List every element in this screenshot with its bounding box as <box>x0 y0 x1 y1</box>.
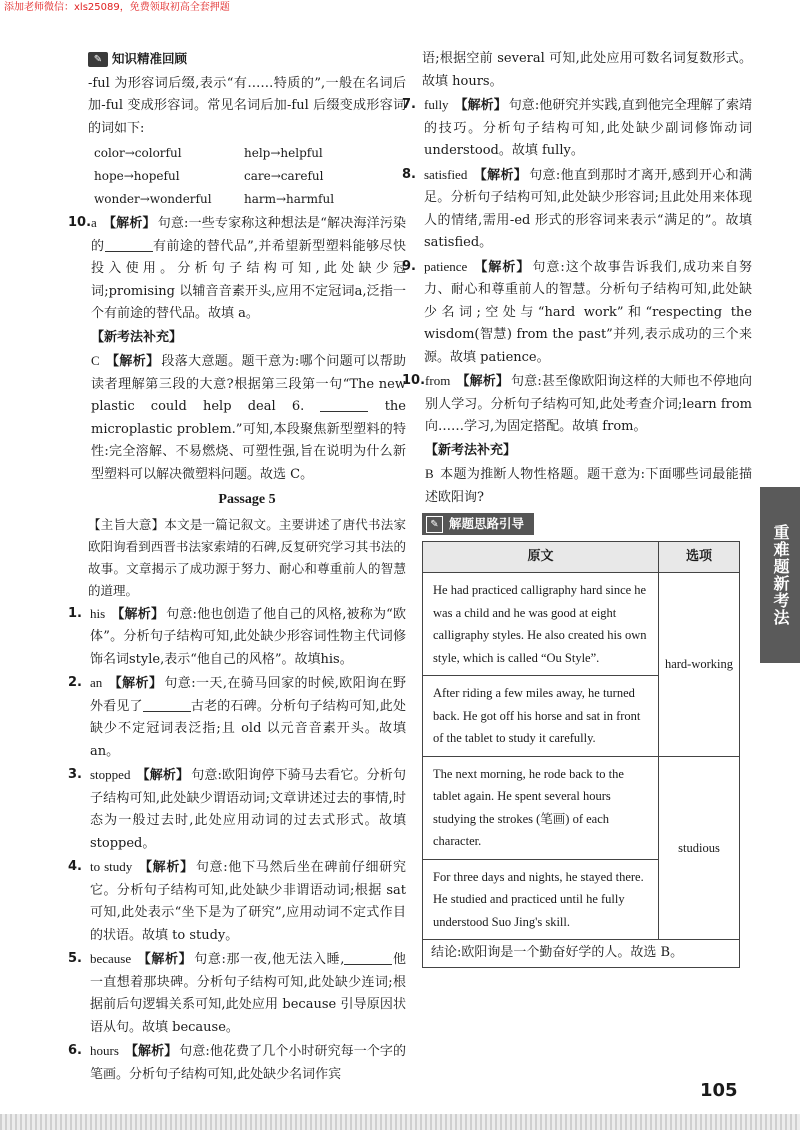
analysis-tag: 【解析】 <box>454 98 507 113</box>
analysis-tag: 【解析】 <box>102 216 156 231</box>
answer: fully <box>424 97 449 112</box>
answer: from <box>425 373 451 388</box>
watermark-text: 添加老师微信：xls25089，免费领取初高全套押题 <box>4 2 230 13</box>
new-test-body <box>91 350 406 486</box>
answer: patience <box>424 258 468 274</box>
solution-guide-heading <box>422 513 534 535</box>
item-number: 7. <box>402 97 416 112</box>
analysis-text: 他一直想着那块碑。分析句子结构可知,此处缺少连词;根据前后句逻辑关系可知,此处应用 because 引导原因状语从句。故填 because。 <box>90 952 406 1035</box>
answer: B <box>425 466 434 481</box>
analysis-text: 有前途的替代品”,并希望新型塑料能够尽快投入使用。分析句子结构可知,此处缺少冠词;promising 以辅音音素开头,应用不定冠词a,泛指一个有前途的替代品。故填 a。 <box>91 238 406 321</box>
new-test-body <box>425 463 752 509</box>
blank-line <box>143 697 191 712</box>
analysis-tag: 【解析】 <box>473 167 528 183</box>
answer-item-10 <box>68 212 406 486</box>
item-number: 1. <box>68 605 82 621</box>
column-header-option: 选项 <box>659 542 740 573</box>
analysis-text: 句意:一些专家称这种想法是“解决海洋污染的 <box>91 216 406 254</box>
knowledge-intro: -ful 为形容词后缀,表示“有……特质的”,一般在名词后加-ful 变成形容词。常见名词后加-ful 后缀变成形容词的词如下: <box>88 75 406 136</box>
answer-item-7 <box>402 94 752 163</box>
answer-item-3 <box>68 764 406 855</box>
analysis-text: 句意:他直到那时才离开,感到开心和满足。分析句子结构可知,此处缺少形容词;且此处用来体现人的情绪,需用-ed 形式的形容词来表示“满足的”。故填 satisfied。 <box>424 167 752 250</box>
analysis-text: 句意:那一夜,他无法入睡, <box>194 952 345 967</box>
continued-text: 语;根据空前 several 可知,此处应用可数名词复数形式。故填 hours。 <box>422 51 752 89</box>
item-number: 9. <box>402 258 416 274</box>
solution-guide-table <box>422 541 740 968</box>
analysis-text: 句意:一天,在骑马回家的时候,欧阳询在野外看见了 <box>90 676 406 714</box>
item-number: 3. <box>68 767 82 782</box>
answer: an <box>90 675 103 690</box>
book-icon: ✎ <box>88 52 108 67</box>
edit-icon: ✎ <box>426 516 443 533</box>
word-pair: hope→hopeful <box>94 169 180 183</box>
analysis-text: the microplastic problem.”可知,本段聚焦新型塑料的特性:完全溶解、不易燃烧、可塑性强,旨在说明为什么新型塑料可以解决微塑料问题。故选 C。 <box>91 399 406 482</box>
right-column <box>402 48 752 968</box>
analysis-tag: 【解析】 <box>137 952 193 967</box>
answer-item-9 <box>402 256 752 370</box>
answer-item-5 <box>68 948 406 1039</box>
answer: hours <box>90 1043 119 1058</box>
guide-title: 解题思路引导 <box>449 515 525 531</box>
analysis-text: 句意:他研究并实践,直到他完全理解了索靖的技巧。分析句子结构可知,此处缺少副词修饰动词 understood。故填 fully。 <box>424 98 752 158</box>
item-number: 10. <box>68 215 92 230</box>
original-text-cell: After riding a few miles away, he turned back. He got off his horse and sat in front of the tablet to study it carefully. <box>423 676 659 757</box>
word-pair: care→careful <box>244 169 324 183</box>
original-text-cell: The next morning, he rode back to the tablet again. He spent several hours studying the strokes (笔画) of each character. <box>423 756 659 859</box>
answer: satisfied <box>424 166 468 182</box>
analysis-tag: 【解析】 <box>111 606 165 622</box>
analysis-tag: 【解析】 <box>105 354 160 369</box>
answer-item-1 <box>68 603 406 672</box>
analysis-tag: 【解析】 <box>136 768 190 783</box>
option-cell: hard-working <box>659 573 740 757</box>
analysis-text: 句意:他花费了几个小时研究每一个字的笔画。分析句子结构可知,此处缺少名词作宾 <box>90 1044 406 1082</box>
word-pair: harm→harmful <box>244 192 335 206</box>
answer-item-2 <box>68 672 406 763</box>
original-text-cell: For three days and nights, he stayed there. He studied and practiced until he fully understood Suo Jing's skill. <box>423 859 659 940</box>
analysis-text: 句意:甚至像欧阳询这样的大师也不停地向别人学习。分析句子结构可知,此处考查介词;learn from 向……学习,为固定搭配。故填 from。 <box>425 374 752 434</box>
analysis-text: 句意:他也创造了他自己的风格,被称为“欧体”。分析句子结构可知,此处缺少形容词性物主代词修饰名词style,表示“他自己的风格”。故填his。 <box>90 606 406 667</box>
item-number: 4. <box>68 859 82 874</box>
original-text-cell: He had practiced calligraphy hard since he was a child and he was good at eight calligraphy styles. He also created his own style, which is called “Ou Style”. <box>423 573 659 676</box>
analysis-text: 句意:他下马然后坐在碑前仔细研究它。分析句子结构可知,此处缺少非谓语动词;根据 sat 可知,此处表示“坐下是为了研究”,应用动词不定式作目的状语。故填 to study。 <box>90 860 406 943</box>
answer-item-6 <box>68 1040 406 1086</box>
analysis-tag: 【解析】 <box>108 676 163 691</box>
answer: because <box>90 951 132 966</box>
side-tab: 重难题新考法 <box>760 487 800 663</box>
new-test-heading: 【新考法补充】 <box>425 442 517 458</box>
answer: stopped <box>90 767 131 782</box>
bottom-decoration <box>0 1114 800 1130</box>
item-number: 2. <box>68 675 82 690</box>
knowledge-review-heading <box>88 49 187 71</box>
option-cell: studious <box>659 756 740 940</box>
table-header-row <box>423 542 740 573</box>
analysis-tag: 【解析】 <box>473 259 531 275</box>
analysis-text: 段落大意题。题干意为:哪个问题可以帮助读者理解第三段的大意?根据第三段第一句“The new plastic could help deal 6. <box>91 354 406 414</box>
blank-line <box>320 397 368 412</box>
analysis-tag: 【解析】 <box>124 1044 178 1059</box>
item-number: 5. <box>68 951 82 966</box>
answer-item-10b <box>402 370 752 509</box>
answer: C <box>91 353 100 368</box>
conclusion-cell: 结论:欧阳询是一个勤奋好学的人。故选 B。 <box>423 940 740 968</box>
item-number: 10. <box>402 373 426 388</box>
item-number: 6. <box>68 1043 82 1058</box>
analysis-tag: 【解析】 <box>138 860 194 875</box>
word-pairs <box>94 142 406 211</box>
answer: a <box>91 215 97 230</box>
main-idea: 【主旨大意】本文是一篇记叙文。主要讲述了唐代书法家欧阳询看到西晋书法家索靖的石碑,反复研究学习其书法的故事。文章揭示了成功源于努力、耐心和尊重前人的智慧的道理。 <box>88 516 406 598</box>
page-number: 105 <box>700 1080 738 1101</box>
analysis-tag: 【解析】 <box>456 374 510 389</box>
conclusion-row <box>423 940 740 968</box>
word-pair: help→helpful <box>244 146 323 160</box>
item-number: 8. <box>402 166 416 182</box>
left-column <box>68 48 406 1086</box>
table-row <box>423 756 740 859</box>
analysis-text: 句意:这个故事告诉我们,成功来自努力、耐心和尊重前人的智慧。分析句子结构可知,此处缺少名词;空处与“hard work”和“respecting the wisdom(智慧) from the past”并列,表示成功的三个来源。故填 patience。 <box>424 259 752 365</box>
word-pair: color→colorful <box>94 146 182 160</box>
analysis-text: 句意:欧阳询停下骑马去看它。分析句子结构可知,此处缺少谓语动词;文章讲述过去的事情,时态为一般过去时,此处应用动词的过去式形式。故填 stopped。 <box>90 768 406 851</box>
passage-title: Passage 5 <box>218 492 276 507</box>
analysis-text: 古老的石碑。分析句子结构可知,此处缺少不定冠词表泛指;且 old 以元音音素开头。故填 an。 <box>90 698 406 759</box>
answer: to study <box>90 859 133 874</box>
table-row <box>423 573 740 676</box>
blank-line <box>344 950 392 965</box>
column-header-original: 原文 <box>423 542 659 573</box>
blank-line <box>105 237 153 252</box>
new-test-heading: 【新考法补充】 <box>91 329 183 345</box>
analysis-text: 本题为推断人物性格题。题干意为:下面哪些词最能描述欧阳询? <box>425 467 752 505</box>
answer: his <box>90 605 106 621</box>
word-pair: wonder→wonderful <box>94 192 212 206</box>
answer-item-8 <box>402 164 752 255</box>
knowledge-title: 知识精准回顾 <box>112 51 188 67</box>
answer-item-4 <box>68 856 406 947</box>
